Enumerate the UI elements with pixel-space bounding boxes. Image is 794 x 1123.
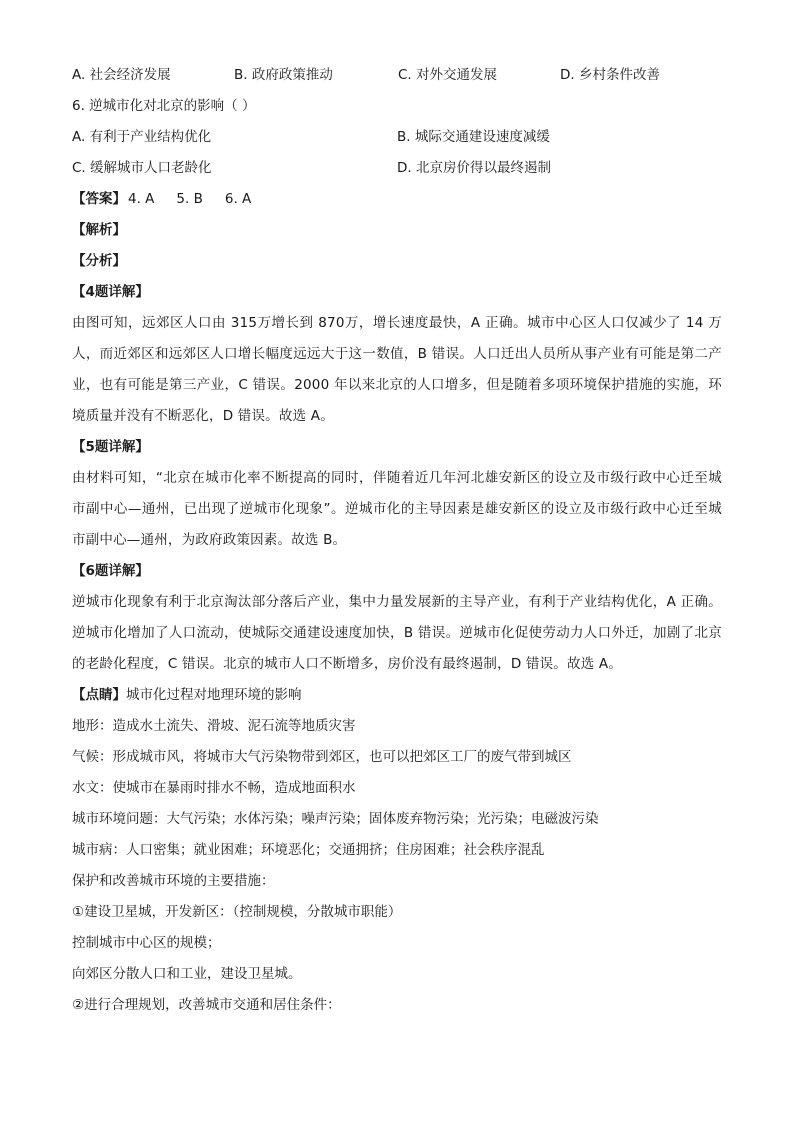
q6-options-row-2 <box>72 153 722 184</box>
q6-options-row-1 <box>72 122 722 153</box>
dianjing-label: 【点睛】 <box>72 687 126 703</box>
answer-5: 5. B <box>176 191 203 207</box>
detail-6-label: 【6题详解】 <box>72 563 149 579</box>
detail-4-text: 由图可知，远郊区人口由 315万增长到 870万，增长速度最快，A 正确。城市中心区人口仅减少了 14 万人，而近郊区和远郊区人口增长幅度远远大于这一数值，B 错误。人口迁出人员所从事产业有可能是第二产业，也有可能是第三产业，C 错误。2000 年以来北京的人口增多，但是随着多项环境保护措施的实施，环境质量并没有不断恶化，D 错误。故选 A。 <box>72 315 722 424</box>
answer-6: 6. A <box>224 191 252 207</box>
note-measure-1b: 向郊区分散人口和工业，建设卫星城。 <box>72 966 302 982</box>
q6-option-b: B. 城际交通建设速度减缓 <box>397 129 550 145</box>
detail-5-text: 由材料可知，“北京在城市化率不断提高的同时，伴随着近几年河北雄安新区的设立及市级行政中心迁至城市副中心—通州，已出现了逆城市化现象”。逆城市化的主导因素是雄安新区的设立及市级行政中心迁至城市副中心—通州，为政府政策因素。故选 B。 <box>72 470 722 548</box>
detail-6-text: 逆城市化现象有利于北京淘汰部分落后产业，集中力量发展新的主导产业，有利于产业结构优化，A 正确。逆城市化增加了人口流动，使城际交通建设速度加快，B 错误。逆城市化促使劳动力人口外迁，加剧了北京的老龄化程度，C 错误。北京的城市人口不断增多，房价没有最终遏制，D 错误。故选 A。 <box>72 594 722 672</box>
note-measure-2: ②进行合理规划，改善城市交通和居住条件： <box>72 997 341 1013</box>
analysis-label: 【解析】 <box>72 222 126 238</box>
note-measures-title: 保护和改善城市环境的主要措施： <box>72 873 275 889</box>
detail-5-label: 【5题详解】 <box>72 439 149 455</box>
note-measure-1a: 控制城市中心区的规模； <box>72 935 221 951</box>
detail-4-label: 【4题详解】 <box>72 284 149 300</box>
document-page <box>72 60 722 1021</box>
dianjing-title: 城市化过程对地理环境的影响 <box>126 687 302 703</box>
fenxi-label: 【分析】 <box>72 253 126 269</box>
q5-options <box>72 60 722 91</box>
q6-option-a: A. 有利于产业结构优化 <box>72 129 212 145</box>
q5-option-a: A. 社会经济发展 <box>72 67 171 83</box>
answer-line <box>72 184 722 215</box>
answer-4: 4. A <box>128 191 155 207</box>
dianjing-line <box>72 680 722 711</box>
q5-option-b: B. 政府政策推动 <box>234 67 333 83</box>
note-measure-1: ①建设卫星城，开发新区：（控制规模，分散城市职能） <box>72 904 402 920</box>
q5-option-c: C. 对外交通发展 <box>398 67 498 83</box>
note-urban-disease: 城市病：人口密集；就业困难；环境恶化；交通拥挤；住房困难；社会秩序混乱 <box>72 842 545 858</box>
note-terrain: 地形：造成水土流失、滑坡、泥石流等地质灾害 <box>72 718 356 734</box>
answer-label: 【答案】 <box>72 191 126 207</box>
note-env-problems: 城市环境问题：大气污染；水体污染；噪声污染；固体废弃物污染；光污染；电磁波污染 <box>72 811 599 827</box>
q6-stem: 6. 逆城市化对北京的影响（ ） <box>72 98 256 114</box>
note-climate: 气候：形成城市风，将城市大气污染物带到郊区，也可以把郊区工厂的废气带到城区 <box>72 749 572 765</box>
q6-option-d: D. 北京房价得以最终遏制 <box>397 160 551 176</box>
note-hydrology: 水文：使城市在暴雨时排水不畅，造成地面积水 <box>72 780 356 796</box>
q5-option-d: D. 乡村条件改善 <box>560 67 660 83</box>
q6-option-c: C. 缓解城市人口老龄化 <box>72 160 212 176</box>
